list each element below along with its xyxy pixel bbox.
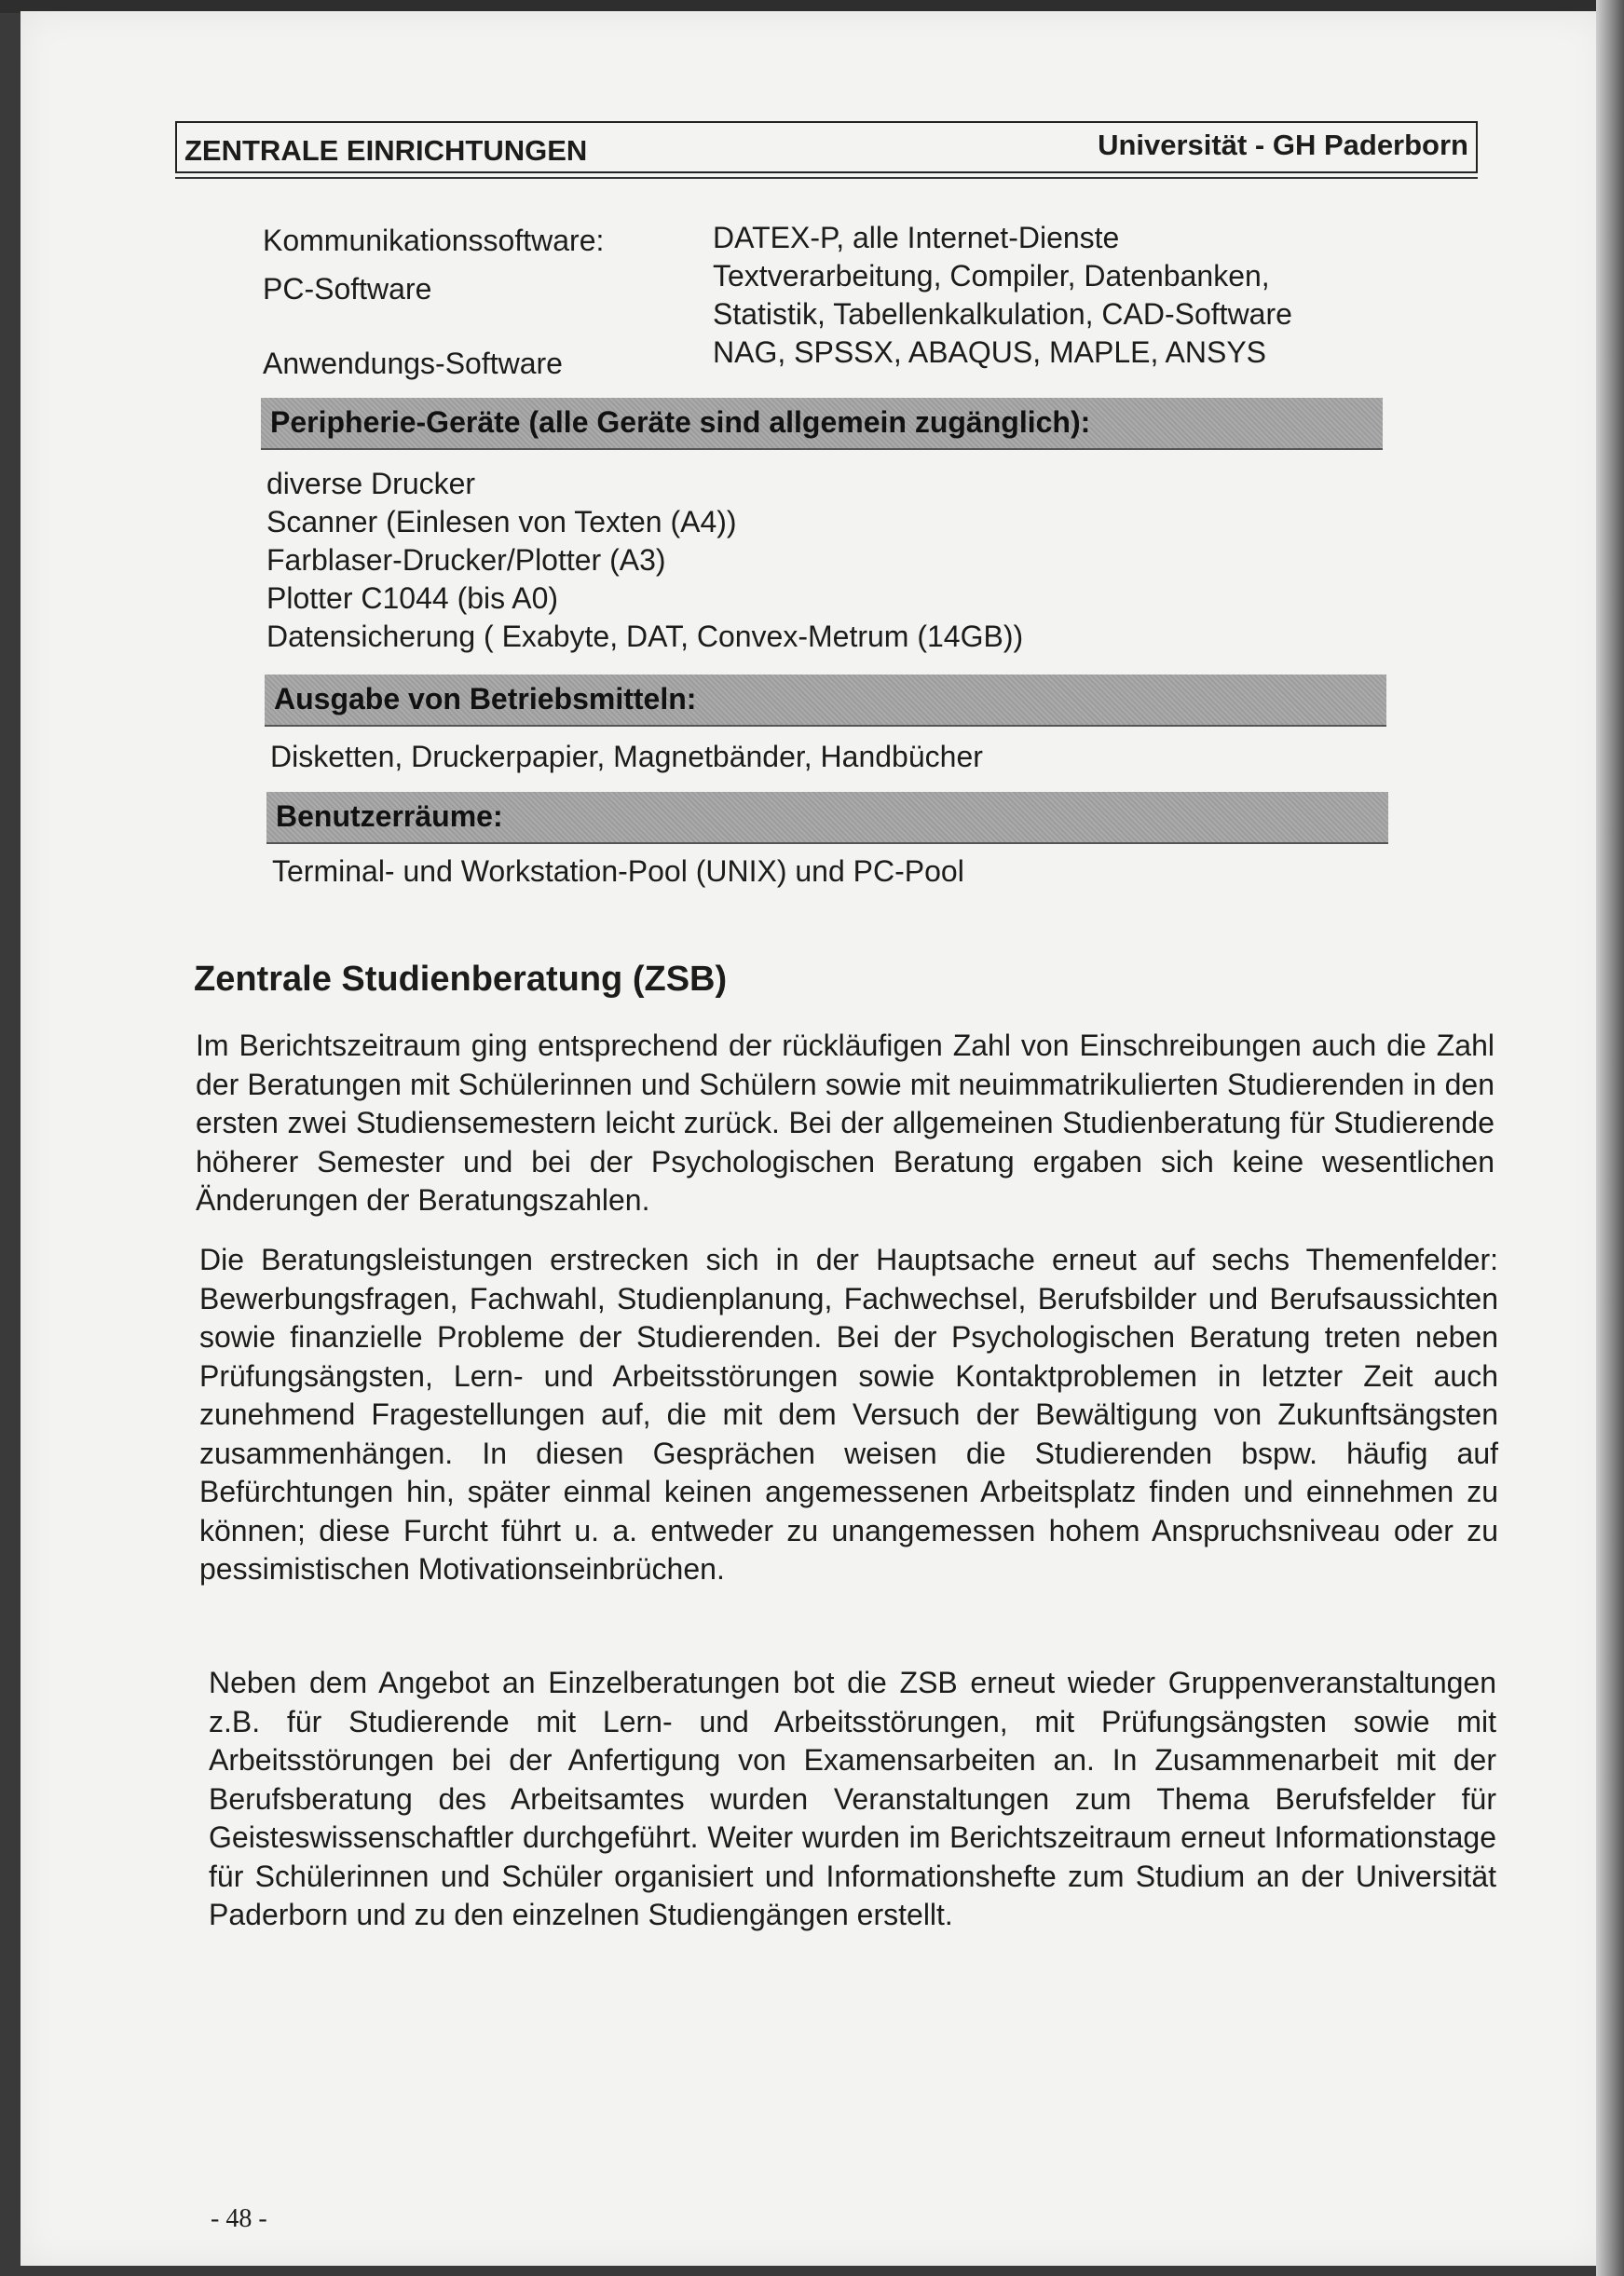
header-institution: Universität - GH Paderborn (1098, 129, 1468, 161)
paragraph: Im Berichtszeitraum ging entsprechend der rückläufigen Zahl von Einschreibungen auch die Zahl der Beratungen mit Schülerinnen und Schülern sowie mit neuimmatrikulierten Studierenden in den ersten zwei Studiensemestern leicht zurück. Bei der allgemeinen Studienberatung für Studierende höherer Semester und bei der Psychologischen Beratung ergaben sich keine wesentlichen Änderungen der Beratungszahlen. (196, 1029, 1494, 1217)
paragraph: Neben dem Angebot an Einzelberatungen bot die ZSB erneut wieder Gruppenveranstaltungen z.B. für Studierende mit Lern- und Arbeitsstörungen, mit Prüfungsängsten sowie mit Arbeitsstörungen bei der Anfertigung von Examensarbeiten an. In Zusammenarbeit mit der Berufsberatung des Arbeitsamtes wurden Veranstaltungen zum Thema Berufsfelder für Geisteswissenschaftler durchgeführt. Weiter wurden im Berichtszeitraum erneut Informationstage für Schülerinnen und Schüler organisiert und Informationshefte zum Studium an der Universität Paderborn und zu den einzelnen Studiengängen erstellt. (209, 1666, 1496, 1931)
section-bar-peripherie (261, 398, 1383, 450)
peripherie-item: diverse Drucker (266, 467, 476, 500)
section-bar-benutzer (266, 792, 1388, 844)
spec-value-pc-cont: Statistik, Tabellenkalkulation, CAD-Software (713, 297, 1292, 331)
spec-value-anwendung: NAG, SPSSX, ABAQUS, MAPLE, ANSYS (713, 335, 1266, 369)
spec-value-kommunikation: DATEX-P, alle Internet-Dienste (713, 221, 1120, 254)
paragraph: Die Beratungsleistungen erstrecken sich in der Hauptsache erneut auf sechs Themenfelder: Bewerbungsfragen, Fachwahl, Studienplanung, Fachwechsel, Berufsbilder und Berufsaussichten sowie finanzielle Probleme der Studierenden. Bei der Psychologischen Beratung treten neben Prüfungsängsten, Lern- und Arbeitsstörungen sowie Kontaktproblemen in letzter Zeit auch zunehmend Fragestellungen auf, die mit dem Versuch der Bewältigung von Zukunftsängsten zusammenhängen. In diesen Gesprächen weisen die Studierenden bspw. häufig auf Befürchtungen hin, später einmal keinen angemessenen Arbeitsplatz finden und einnehmen zu können; diese Furcht führt u. a. entweder zu unangemessen hohem Anspruchsniveau oder zu pessimistischen Motivationseinbrüchen. (199, 1243, 1498, 1586)
peripherie-item: Plotter C1044 (bis A0) (266, 581, 559, 615)
ausgabe-text: Disketten, Druckerpapier, Magnetbänder, Handbücher (270, 740, 983, 773)
section-heading-benutzer: Benutzerräume: (276, 799, 503, 833)
spec-label-kommunikation: Kommunikationssoftware: (263, 224, 605, 257)
section-heading-ausgabe: Ausgabe von Betriebsmitteln: (274, 682, 697, 716)
header-section-title: ZENTRALE EINRICHTUNGEN (184, 134, 588, 167)
peripherie-item: Farblaser-Drucker/Plotter (A3) (266, 543, 666, 577)
peripherie-item: Scanner (Einlesen von Texten (A4)) (266, 505, 737, 538)
spec-value-pc: Textverarbeitung, Compiler, Datenbanken, (713, 259, 1270, 293)
page-number: - 48 - (211, 2204, 267, 2233)
spec-label-pc: PC-Software (263, 272, 432, 306)
header-rule (175, 177, 1478, 179)
page-right-edge (1596, 0, 1624, 2276)
spec-label-anwendung: Anwendungs-Software (263, 347, 563, 380)
peripherie-item: Datensicherung ( Exabyte, DAT, Convex-Metrum (14GB)) (266, 620, 1024, 653)
benutzer-text: Terminal- und Workstation-Pool (UNIX) und PC-Pool (272, 854, 964, 888)
page-header (175, 121, 1478, 173)
section-bar-ausgabe (265, 675, 1386, 727)
section-heading-peripherie: Peripherie-Geräte (alle Geräte sind allgemein zugänglich): (270, 405, 1091, 439)
section-title-zsb: Zentrale Studienberatung (ZSB) (194, 960, 728, 999)
